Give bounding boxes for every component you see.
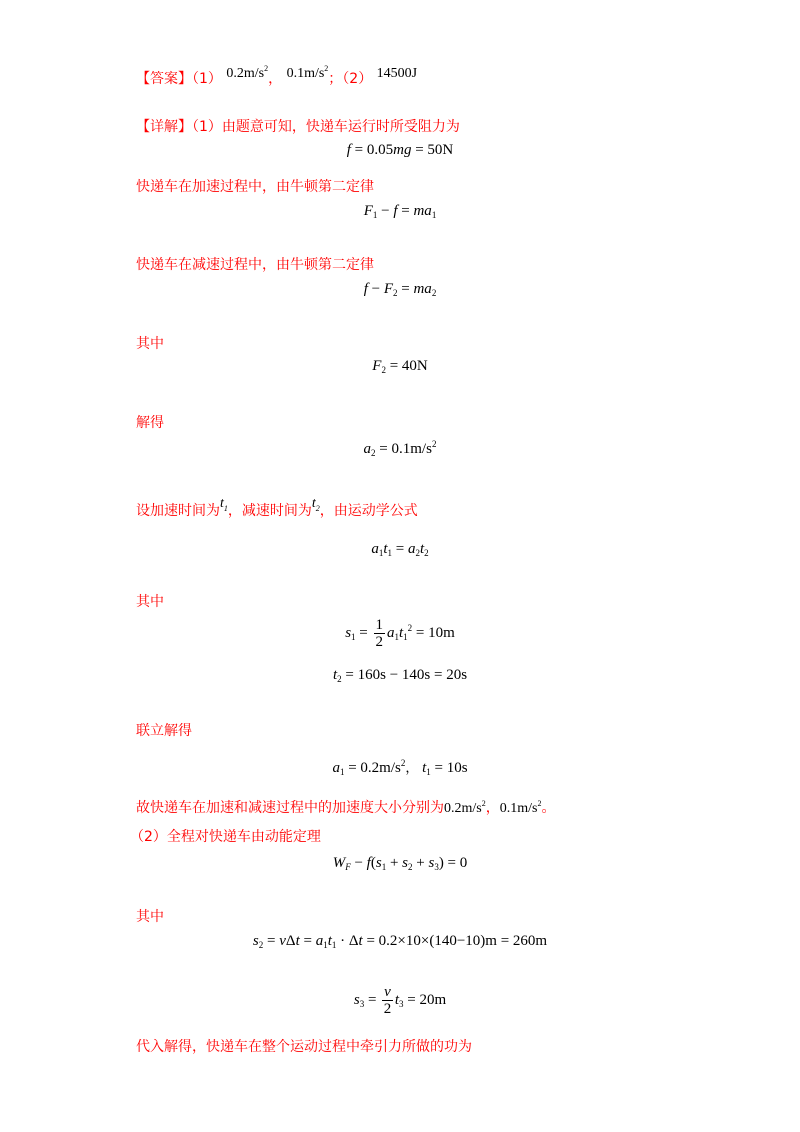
symbol-t1: $t_1$ bbox=[220, 496, 228, 513]
equation-a2: $a_2 = 0.1m/s^2$ bbox=[363, 439, 437, 458]
answer-value-1: $0.2m/s^2$ bbox=[226, 64, 269, 81]
text-combine: 联立解得 bbox=[136, 723, 192, 739]
answer-part1-label: （1） bbox=[192, 71, 222, 87]
text-decel: 快递车在减速过程中，由牛顿第二定律 bbox=[136, 257, 374, 273]
equation-s3: $s_3$ = $\frac{v}{2}$ $t_3 = 20m$ bbox=[353, 984, 447, 1017]
equation-s1: $s_1$ = $\frac{1}{2}$ $a_1t_1^2 = 10m$ bbox=[345, 617, 455, 650]
equation-decel-newton: $f - F_2 = ma_2$ bbox=[363, 281, 437, 298]
equation-accel-newton: $F_1 - f = ma_1$ bbox=[363, 203, 437, 220]
answer-value-3: 14500J bbox=[376, 66, 418, 81]
equation-s2: $s_2 = v\Delta t = a_1t_1 \cdot \Delta t = 0.2\times 10\times(140-10)m = 260m$ bbox=[252, 933, 548, 950]
equation-resistance: f = 0.05mg = 50N bbox=[346, 142, 454, 158]
answer-label: 【答案】 bbox=[136, 71, 192, 87]
text-where-3: 其中 bbox=[136, 909, 164, 925]
symbol-t2: $t_2$ bbox=[311, 496, 320, 513]
answer-part2-label: （2） bbox=[342, 71, 373, 87]
equation-t2: $t_2 = 160s - 140s = 20s$ bbox=[332, 667, 468, 684]
equation-a1-t1: $a_1 = 0.2m/s^2$， $t_1 = 10s$ bbox=[332, 758, 468, 777]
equation-work-energy: $W_F - f(s_1 + s_2 + s_3) = 0$ bbox=[332, 855, 468, 872]
text-solve-1: 解得 bbox=[136, 415, 164, 431]
text-part2: （2）全程对快递车由动能定理 bbox=[130, 829, 321, 845]
detail-label: 【详解】 bbox=[136, 119, 192, 135]
conclusion-value-2: $0.1m/s^2$ bbox=[499, 799, 542, 816]
equation-f2: $F_2 = 40N$ bbox=[372, 358, 428, 375]
text-final: 代入解得，快递车在整个运动过程中牵引力所做的功为 bbox=[136, 1039, 472, 1055]
detail-intro bbox=[136, 116, 460, 136]
conclusion-value-1: $0.2m/s^2$ bbox=[444, 799, 486, 816]
answer-line bbox=[136, 64, 418, 88]
text-conclusion: 故快递车在加速和减速过程中的加速度大小分别为$0.2m/s^2$，$0.1m/s^2$。 bbox=[136, 799, 556, 816]
text-where-2: 其中 bbox=[136, 594, 164, 610]
answer-value-2: $0.1m/s^2$ bbox=[286, 64, 329, 81]
text-set-times: 设加速时间为$t_1$，减速时间为$t_2$，由运动学公式 bbox=[136, 496, 418, 519]
equation-kinematic: $a_1t_1 = a_2t_2$ bbox=[371, 541, 429, 558]
answer-comma: ， bbox=[268, 71, 283, 87]
text-where-1: 其中 bbox=[136, 336, 164, 352]
answer-semicolon: ； bbox=[328, 71, 343, 87]
detail-intro-text: （1）由题意可知，快递车运行时所受阻力为 bbox=[192, 119, 460, 135]
text-accel: 快递车在加速过程中，由牛顿第二定律 bbox=[136, 179, 374, 195]
